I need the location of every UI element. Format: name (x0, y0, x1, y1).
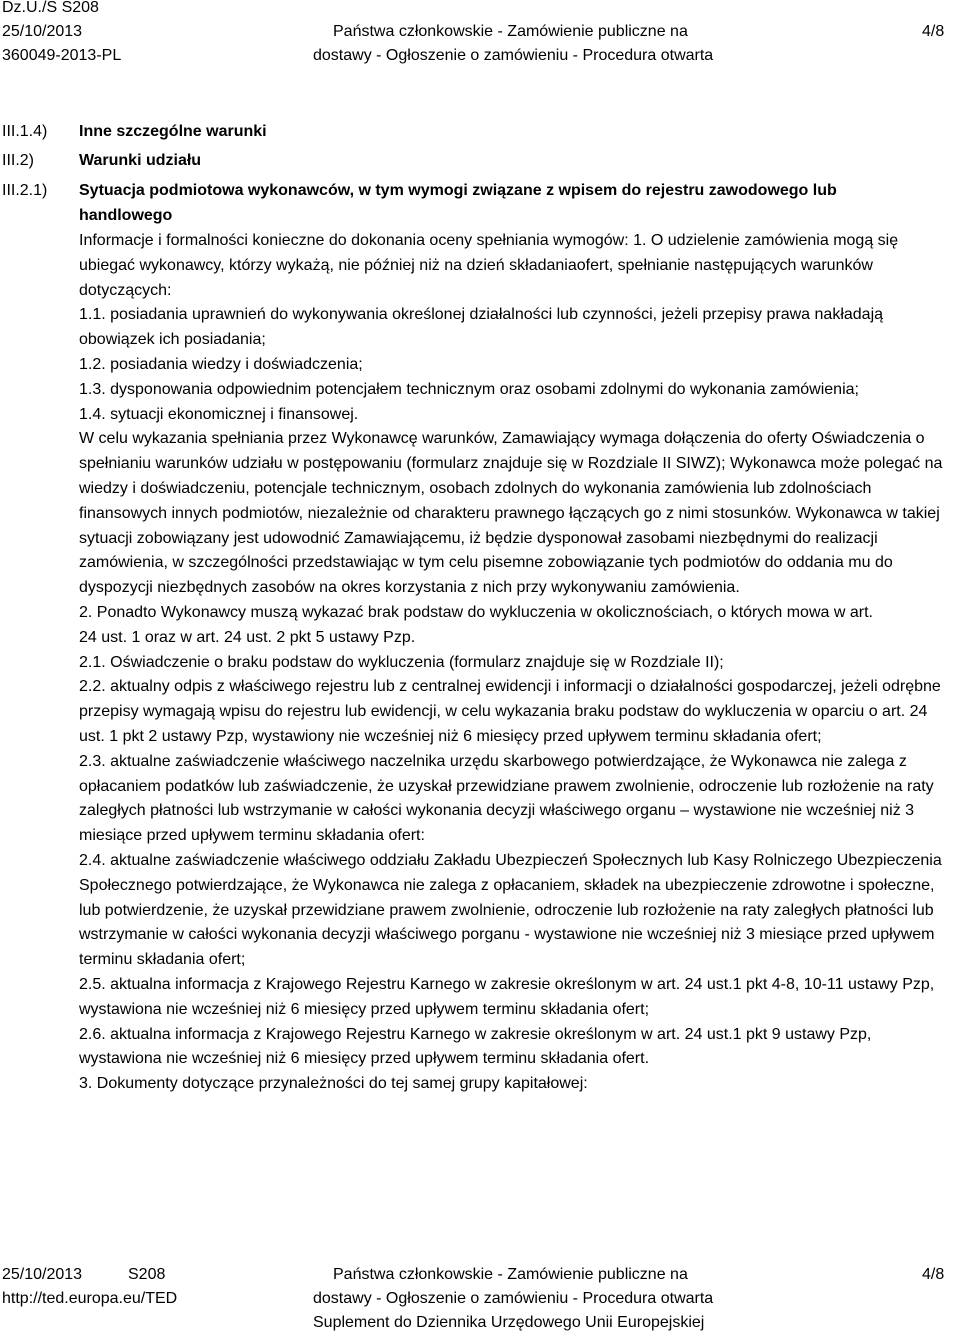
body-paragraph: W celu wykazania spełniania przez Wykonawcę warunków, Zamawiający wymaga dołączenia do oferty Oświadczenia o spełnianiu warunków udziału w postępowaniu (formularz znajduje się w Rozdziale II SIWZ); Wykonawca może polegać na wiedzy i doświadczeniu, potencjale technicznym, osobach zdolnych do wykonania zamówienia lub zdolnościach finansowych innych podmiotów, niezależnie od charakteru prawnego łączących go z nimi stosunków. Wykonawca w takiej sytuacji zobowiązany jest udowodnić Zamawiającemu, iż będzie dysponował zasobami niezbędnymi do realizacji zamówienia, w szczególności przedstawiając w tym celu pisemne zobowiązanie tych podmiotów do oddania mu do dyspozycji niezbędnych zasobów na okres korzystania z nich przy wykonywaniu zamówienia. (79, 430, 943, 597)
body-paragraph: 2.1. Oświadczenie o braku podstaw do wykluczenia (formularz znajduje się w Rozdziale II); (79, 653, 724, 671)
body-paragraph: Informacje i formalności konieczne do dokonania oceny spełniania wymogów: 1. O udzielenie zamówienia mogą się ubiegać wykonawcy, którzy wykażą, nie później niż na dzień składaniaofert, spełnianie następujących warunków dotyczących: (79, 232, 899, 299)
body-paragraph: 2.4. aktualne zaświadczenie właściwego oddziału Zakładu Ubezpieczeń Społecznych lub Kasy Rolniczego Ubezpieczenia Społecznego potwierdzające, że Wykonawca nie zalega z opłacaniem, składek na ubezpieczenie zdrowotne i społeczne, lub potwierdzenie, że uzyskał przewidziane prawem zwolnienie, odroczenie lub rozłożenie na raty zaległych płatności lub wstrzymanie w całości wykonania decyzji właściwego porganu - wystawione nie wcześniej niż 3 miesiące przed upływem terminu składania ofert; (79, 851, 942, 969)
body-paragraph: 2.2. aktualny odpis z właściwego rejestru lub z centralnej ewidencji i informacji o działalności gospodarczej, jeżeli odrębne przepisy wymagają wpisu do rejestru lub ewidencji, w celu wykazania braku podstaw do wykluczenia w oparciu o art. 24 ust. 1 pkt 2 ustawy Pzp, wystawiony nie wcześniej niż 6 miesięcy przed upływem terminu składania ofert; (79, 678, 941, 745)
body-paragraph: 1.4. sytuacji ekonomicznej i finansowej. (79, 405, 359, 423)
section-number-III-1-4: III.1.4) (2, 123, 48, 140)
page-header (0, 0, 960, 72)
section-heading-personal-situation: Sytuacja podmiotowa wykonawców, w tym wymogi związane z wpisem do rejestru zawodowego lub (79, 182, 837, 199)
footer-date: 25/10/2013 (2, 1266, 83, 1283)
body-paragraph: 2.3. aktualne zaświadczenie właściwego naczelnika urzędu skarbowego potwierdzające, że Wykonawca nie zalega z opłacaniem podatków lub zaświadczenie, że uzyskał przewidziane prawem zwolnienie, odroczenie lub rozłożenie na raty zaległych płatności lub wstrzymanie w całości wykonania decyzji właściwego organu – wystawione nie wcześniej niż 3 miesiące przed upływem terminu składania ofert: (79, 752, 934, 845)
section-heading-personal-situation-cont: handlowego (79, 207, 173, 224)
footer-title-line1: Państwa członkowskie - Zamówienie publiczne na (333, 1266, 688, 1283)
page-footer (0, 1260, 960, 1334)
footer-page-number: 4/8 (922, 1266, 945, 1283)
body-paragraph: 1.2. posiadania wiedzy i doświadczenia; (79, 355, 363, 373)
body-paragraph: 1.1. posiadania uprawnień do wykonywania określonej działalności lub czynności, jeżeli przepisy prawa nakładają obowiązek ich posiadania; (79, 306, 884, 349)
footer-title-line3: Suplement do Dziennika Urzędowego Unii Europejskiej (313, 1314, 705, 1331)
footer-url[interactable]: http://ted.europa.eu/TED (2, 1290, 178, 1307)
footer-title-line2: dostawy - Ogłoszenie o zamówieniu - Procedura otwarta (313, 1290, 714, 1307)
section-number-III-2: III.2) (2, 152, 35, 169)
section-heading-other-conditions: Inne szczególne warunki (79, 123, 267, 140)
section-heading-participation-conditions: Warunki udziału (79, 152, 202, 169)
section-number-III-2-1: III.2.1) (2, 182, 48, 199)
body-paragraph: 24 ust. 1 oraz w art. 24 ust. 2 pkt 5 ustawy Pzp. (79, 628, 416, 646)
body-paragraph: 1.3. dysponowania odpowiednim potencjałem technicznym oraz osobami zdolnymi do wykonania zamówienia; (79, 380, 859, 398)
body-paragraph: 2.5. aktualna informacja z Krajowego Rejestru Karnego w zakresie określonym w art. 24 ust.1 pkt 4-8, 10-11 ustawy Pzp, wystawiona nie wcześniej niż 6 miesięcy przed upływem terminu składania ofert; (79, 975, 935, 1018)
body-paragraph: 2. Ponadto Wykonawcy muszą wykazać brak podstaw do wykluczenia w okolicznościach, o których mowa w art. (79, 603, 873, 621)
header-page-number: 4/8 (922, 23, 945, 40)
section-body (79, 229, 956, 1097)
journal-ref: Dz.U./S S208 (2, 0, 99, 16)
header-title-line1: Państwa członkowskie - Zamówienie publiczne na (333, 23, 688, 40)
notice-id: 360049-2013-PL (2, 47, 122, 64)
header-date: 25/10/2013 (2, 23, 83, 40)
header-title-line2: dostawy - Ogłoszenie o zamówieniu - Procedura otwarta (313, 47, 714, 64)
body-paragraph: 3. Dokumenty dotyczące przynależności do tej samej grupy kapitałowej: (79, 1075, 588, 1093)
body-paragraph: 2.6. aktualna informacja z Krajowego Rejestru Karnego w zakresie określonym w art. 24 ust.1 pkt 9 ustawy Pzp, wystawiona nie wcześniej niż 6 miesięcy przed upływem terminu składania ofert. (79, 1025, 872, 1068)
footer-series: S208 (128, 1266, 166, 1283)
